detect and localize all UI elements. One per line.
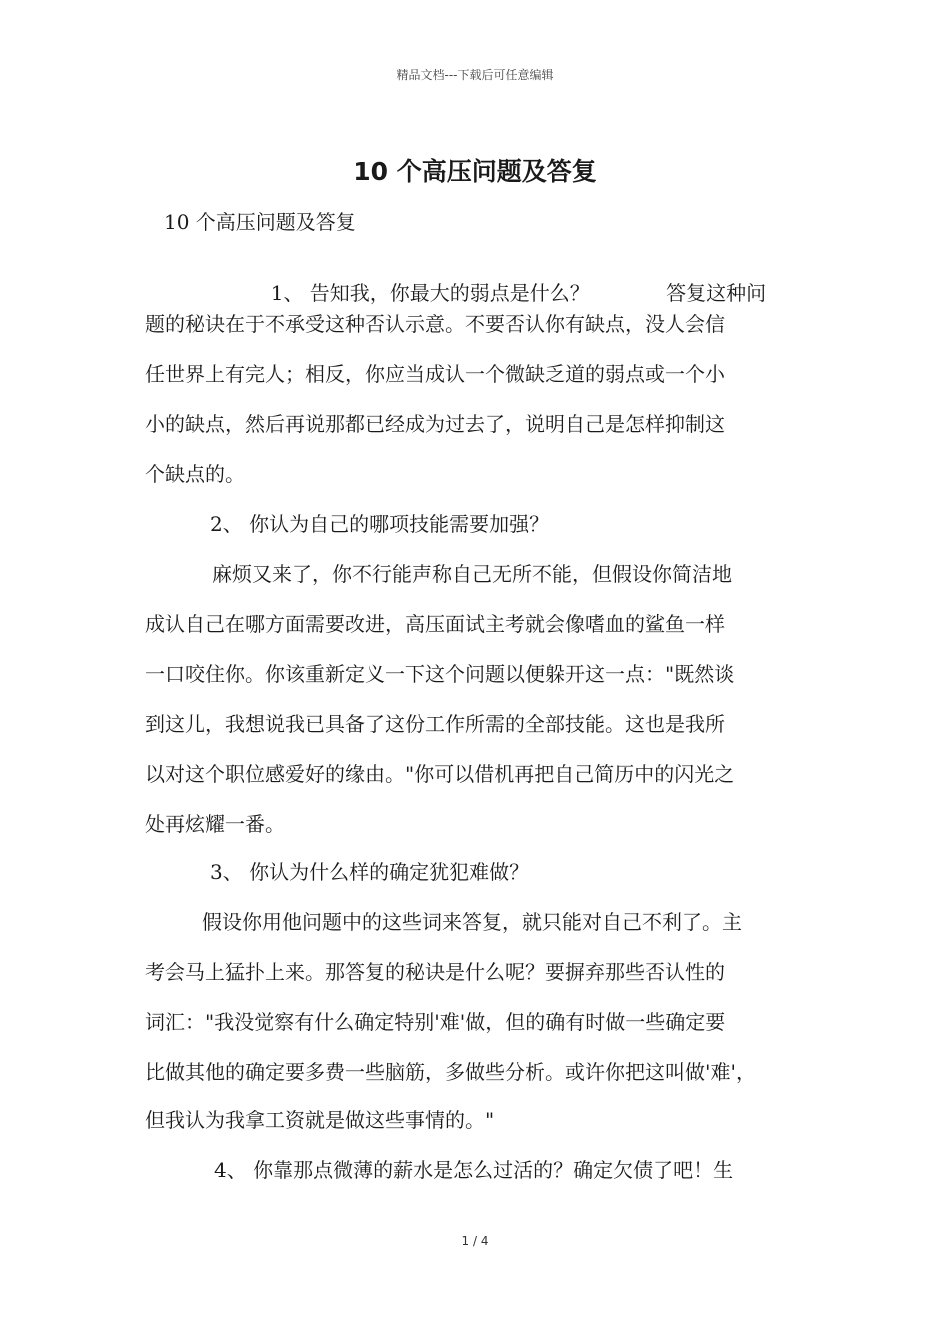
body-line: 考会马上猛扑上来。那答复的秘诀是什么呢？要摒弃那些否认性的 — [145, 960, 725, 984]
body-line: 词汇："我没觉察有什么确定特别'难'做，但的确有时做一些确定要 — [145, 1010, 726, 1034]
body-line: 但我认为我拿工资就是做这些事情的。" — [145, 1108, 495, 1132]
body-line: 成认自己在哪方面需要改进，高压面试主考就会像嗜血的鲨鱼一样 — [145, 612, 725, 636]
body-line: 麻烦又来了，你不行能声称自己无所不能，但假设你简洁地 — [212, 562, 732, 586]
body-line: 假设你用他问题中的这些词来答复，就只能对自己不利了。主 — [202, 910, 742, 934]
body-line: 小的缺点，然后再说那都已经成为过去了，说明自己是怎样抑制这 — [145, 412, 725, 436]
document-title: 10 个高压问题及答复 — [353, 157, 597, 186]
body-line: 以对这个职位感爱好的缘由。"你可以借机再把自己简历中的闪光之 — [145, 762, 735, 786]
question-3-line: 3、 你认为什么样的确定犹犯难做？ — [210, 860, 530, 884]
question-4-line: 4、 你靠那点微薄的薪水是怎么过活的？确定欠债了吧！生 — [214, 1158, 734, 1182]
body-line: 个缺点的。 — [145, 462, 245, 486]
body-line: 到这儿，我想说我已具备了这份工作所需的全部技能。这也是我所 — [145, 712, 725, 736]
subtitle-line: 10 个高压问题及答复 — [164, 210, 356, 234]
body-line: 题的秘诀在于不承受这种否认示意。不要否认你有缺点，没人会信 — [145, 312, 725, 336]
question-1-text: 1、 告知我，你最大的弱点是什么？ 答复这种问 — [270, 281, 767, 305]
page-number: 1 / 4 — [461, 1234, 489, 1248]
page-header: 精品文档---下载后可任意编辑 — [396, 68, 554, 82]
body-line: 一口咬住你。你该重新定义一下这个问题以便躲开这一点："既然谈 — [145, 662, 735, 686]
question-1-line — [258, 263, 766, 303]
body-line: 处再炫耀一番。 — [145, 812, 285, 836]
question-2-line: 2、 你认为自己的哪项技能需要加强？ — [210, 512, 550, 536]
body-line: 比做其他的确定要多费一些脑筋，多做些分析。或许你把这叫做'难'， — [145, 1060, 756, 1084]
body-line: 任世界上有完人；相反，你应当成认一个微缺乏道的弱点或一个小 — [145, 362, 725, 386]
